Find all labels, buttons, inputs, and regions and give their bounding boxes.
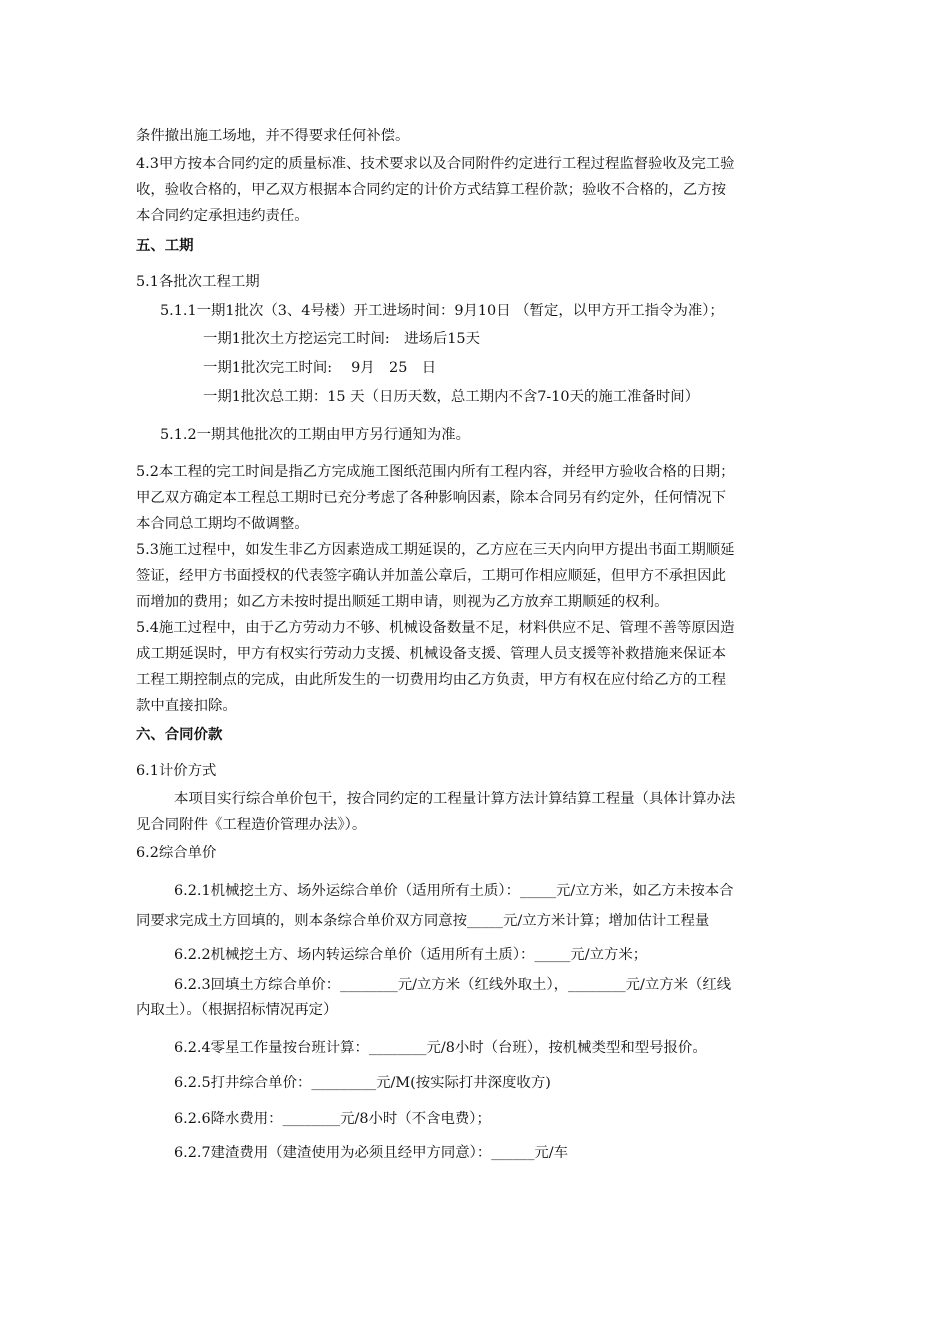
text-line: 6.2.2机械挖土方、场内转运综合单价（适用所有土质）：_____元/立方米； bbox=[174, 947, 648, 963]
text-line: 6.2.1机械挖土方、场外运综合单价（适用所有土质）：_____元/立方米，如乙方未按本合 bbox=[174, 883, 734, 899]
text-line: 一期1批次土方挖运完工时间: 进场后15天 bbox=[203, 331, 480, 347]
section-heading: 六、合同价款 bbox=[136, 727, 223, 743]
text-line: 本合同总工期均不做调整。 bbox=[136, 516, 309, 532]
text-line: 6.2.5打井综合单价：_________元/M(按实际打井深度收方) bbox=[174, 1075, 551, 1091]
text-line: 6.2.6降水费用：________元/8小时（不含电费）； bbox=[174, 1111, 491, 1127]
text-line: 本项目实行综合单价包干，按合同约定的工程量计算方法计算结算工程量（具体计算办法 bbox=[174, 791, 736, 807]
section-heading: 五、工期 bbox=[136, 238, 194, 254]
text-line: 6.2.3回填土方综合单价：________元/立方米（红线外取土），________元/立方米（红线 bbox=[174, 977, 732, 993]
text-line: 条件撤出施工场地，并不得要求任何补偿。 bbox=[136, 128, 410, 144]
text-line: 签证，经甲方书面授权的代表签字确认并加盖公章后，工期可作相应顺延，但甲方不承担因此 bbox=[136, 568, 727, 584]
text-line: 5.1.1一期1批次（3、4号楼）开工进场时间：9月10日 （暂定，以甲方开工指令为准）； bbox=[160, 303, 724, 319]
text-line: 6.2.7建渣费用（建渣使用为必须且经甲方同意）：______元/车 bbox=[174, 1145, 569, 1161]
text-line: 一期1批次总工期：15 天（日历天数，总工期内不含7-10天的施工准备时间） bbox=[203, 389, 700, 405]
text-line: 6.1计价方式 bbox=[136, 763, 217, 779]
text-line: 收，验收合格的，甲乙双方根据本合同约定的计价方式结算工程价款；验收不合格的，乙方按 bbox=[136, 182, 727, 198]
text-line: 工程工期控制点的完成，由此所发生的一切费用均由乙方负责，甲方有权在应付给乙方的工程 bbox=[136, 672, 727, 688]
text-line: 5.1.2一期其他批次的工期由甲方另行通知为准。 bbox=[160, 427, 471, 443]
text-line: 内取土）。（根据招标情况再定） bbox=[136, 1002, 338, 1018]
text-line: 见合同附件《工程造价管理办法》）。 bbox=[136, 817, 367, 833]
text-line: 同要求完成土方回填的，则本条综合单价双方同意按_____元/立方米计算；增加估计工程量 bbox=[136, 913, 710, 929]
text-line: 一期1批次完工时间: 9月 25 日 bbox=[203, 360, 437, 376]
text-line: 而增加的费用；如乙方未按时提出顺延工期申请，则视为乙方放弃工期顺延的权利。 bbox=[136, 594, 669, 610]
text-line: 5.4施工过程中，由于乙方劳动力不够、机械设备数量不足，材料供应不足、管理不善等原因造 bbox=[136, 620, 735, 636]
text-line: 5.2本工程的完工时间是指乙方完成施工图纸范围内所有工程内容，并经甲方验收合格的日期； bbox=[136, 464, 735, 480]
text-line: 成工期延误时，甲方有权实行劳动力支援、机械设备支援、管理人员支援等补救措施来保证本 bbox=[136, 646, 727, 662]
text-line: 5.3施工过程中，如发生非乙方因素造成工期延误的，乙方应在三天内向甲方提出书面工期顺延 bbox=[136, 542, 735, 558]
text-line: 本合同约定承担违约责任。 bbox=[136, 208, 309, 224]
text-line: 6.2综合单价 bbox=[136, 845, 217, 861]
text-line: 6.2.4零星工作量按台班计算：________元/8小时（台班），按机械类型和型号报价。 bbox=[174, 1040, 707, 1056]
text-line: 5.1各批次工程工期 bbox=[136, 274, 260, 290]
text-line: 甲乙双方确定本工程总工期时已充分考虑了各种影响因素，除本合同另有约定外，任何情况下 bbox=[136, 490, 727, 506]
text-line: 款中直接扣除。 bbox=[136, 698, 237, 714]
text-line: 4.3甲方按本合同约定的质量标准、技术要求以及合同附件约定进行工程过程监督验收及完工验 bbox=[136, 156, 735, 172]
